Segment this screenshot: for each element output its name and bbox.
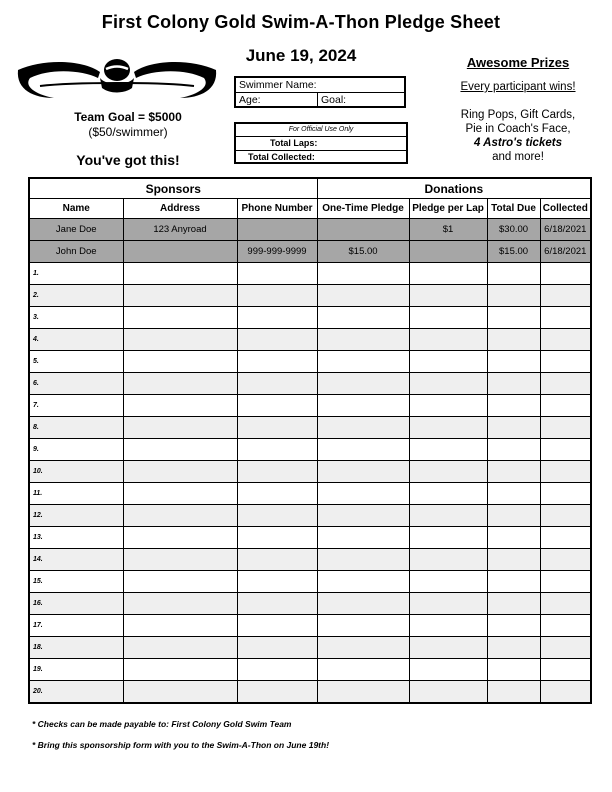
- sponsor-entry-cell[interactable]: [317, 593, 409, 615]
- sponsor-name-cell[interactable]: [29, 483, 123, 505]
- row-number: 14.: [33, 556, 43, 563]
- sponsor-entry-cell[interactable]: [237, 263, 317, 285]
- goal-label: Goal:: [321, 94, 347, 106]
- sponsor-name-cell[interactable]: [29, 549, 123, 571]
- sponsor-entry-cell[interactable]: [237, 681, 317, 704]
- sponsor-row: [29, 637, 591, 659]
- goal-field[interactable]: [318, 93, 346, 107]
- example-cell: 6/18/2021: [540, 241, 591, 263]
- sponsor-row: [29, 351, 591, 373]
- sponsor-row: [29, 483, 591, 505]
- sponsor-entry-cell[interactable]: [409, 681, 487, 704]
- total-laps-field[interactable]: [236, 137, 406, 151]
- sponsor-row: [29, 549, 591, 571]
- sponsor-entry-cell[interactable]: [317, 263, 409, 285]
- sponsor-entry-cell[interactable]: [540, 505, 591, 527]
- sponsor-entry-cell[interactable]: [123, 461, 237, 483]
- sponsor-entry-cell[interactable]: [317, 285, 409, 307]
- sponsor-entry-cell[interactable]: [487, 505, 540, 527]
- sponsor-entry-cell[interactable]: [237, 307, 317, 329]
- sponsor-name-cell[interactable]: [29, 637, 123, 659]
- row-number: 7.: [33, 402, 39, 409]
- sponsor-entry-cell[interactable]: [487, 285, 540, 307]
- sponsor-entry-cell[interactable]: [409, 417, 487, 439]
- sponsor-entry-cell[interactable]: [317, 483, 409, 505]
- sponsor-row: [29, 329, 591, 351]
- example-cell: [317, 219, 409, 241]
- page-title: First Colony Gold Swim-A-Thon Pledge Sheet: [101, 12, 501, 32]
- footer-note-checks: * Checks can be made payable to: First Colony Gold Swim Team: [32, 719, 292, 729]
- sponsor-entry-cell[interactable]: [487, 549, 540, 571]
- sponsor-entry-cell[interactable]: [540, 549, 591, 571]
- sponsor-entry-cell[interactable]: [487, 417, 540, 439]
- sponsor-name-cell[interactable]: [29, 505, 123, 527]
- sponsor-entry-cell[interactable]: [409, 461, 487, 483]
- row-number: 5.: [33, 358, 39, 365]
- sponsor-row: [29, 307, 591, 329]
- sponsor-name-cell[interactable]: [29, 461, 123, 483]
- official-caption: For Official Use Only: [236, 124, 406, 137]
- sponsor-name-cell[interactable]: [29, 681, 123, 704]
- sponsor-row: [29, 373, 591, 395]
- example-row: [29, 241, 591, 263]
- sponsor-entry-cell[interactable]: [123, 527, 237, 549]
- row-number: 6.: [33, 380, 39, 387]
- example-cell: 123 Anyroad: [123, 219, 237, 241]
- sponsor-entry-cell[interactable]: [317, 307, 409, 329]
- col-header-collected: Collected: [540, 199, 591, 219]
- sponsor-entry-cell[interactable]: [237, 373, 317, 395]
- col-header-phone: Phone Number: [237, 199, 317, 219]
- sponsor-entry-cell[interactable]: [540, 395, 591, 417]
- sponsor-entry-cell[interactable]: [123, 329, 237, 351]
- sponsor-entry-cell[interactable]: [237, 571, 317, 593]
- sponsor-name-cell[interactable]: [29, 329, 123, 351]
- swimmer-name-label: Swimmer Name:: [239, 79, 317, 91]
- sponsor-entry-cell[interactable]: [123, 351, 237, 373]
- sponsor-entry-cell[interactable]: [237, 505, 317, 527]
- sponsor-entry-cell[interactable]: [237, 593, 317, 615]
- sponsor-entry-cell[interactable]: [123, 285, 237, 307]
- col-header-total-due: Total Due: [487, 199, 540, 219]
- sponsor-name-cell[interactable]: [29, 571, 123, 593]
- sponsor-entry-cell[interactable]: [237, 549, 317, 571]
- prizes-section: [448, 56, 588, 164]
- sponsor-entry-cell[interactable]: [237, 637, 317, 659]
- sponsor-entry-cell[interactable]: [487, 659, 540, 681]
- row-number: 17.: [33, 622, 43, 629]
- sponsor-entry-cell[interactable]: [317, 549, 409, 571]
- sponsor-entry-cell[interactable]: [123, 505, 237, 527]
- row-number: 19.: [33, 666, 43, 673]
- total-laps-label: Total Laps:: [270, 138, 318, 148]
- sponsor-entry-cell[interactable]: [317, 637, 409, 659]
- swimmer-butterfly-icon: [14, 56, 220, 100]
- sponsor-entry-cell[interactable]: [123, 593, 237, 615]
- sponsor-entry-cell[interactable]: [123, 681, 237, 704]
- sponsor-entry-cell[interactable]: [540, 351, 591, 373]
- sponsor-entry-cell[interactable]: [409, 285, 487, 307]
- sponsor-entry-cell[interactable]: [409, 263, 487, 285]
- sponsor-entry-cell[interactable]: [237, 527, 317, 549]
- swimmer-name-field[interactable]: [236, 78, 404, 93]
- sponsor-row: [29, 681, 591, 704]
- team-goal-amount: Team Goal = $5000: [74, 110, 182, 124]
- sponsor-name-cell[interactable]: [29, 263, 123, 285]
- sponsor-name-cell[interactable]: [29, 285, 123, 307]
- sponsor-row: [29, 659, 591, 681]
- sponsor-entry-cell[interactable]: [123, 659, 237, 681]
- row-number: 4.: [33, 336, 39, 343]
- sponsor-entry-cell[interactable]: [540, 637, 591, 659]
- sponsor-entry-cell[interactable]: [237, 483, 317, 505]
- sponsor-entry-cell[interactable]: [317, 439, 409, 461]
- sponsor-entry-cell[interactable]: [123, 637, 237, 659]
- sponsor-entry-cell[interactable]: [123, 615, 237, 637]
- sponsor-row: [29, 439, 591, 461]
- sponsor-entry-cell[interactable]: [487, 681, 540, 704]
- sponsor-entry-cell[interactable]: [237, 329, 317, 351]
- footer-note-bring-form: * Bring this sponsorship form with you to the Swim-A-Thon on June 19th!: [32, 740, 330, 750]
- sponsor-row: [29, 615, 591, 637]
- sponsor-entry-cell[interactable]: [540, 659, 591, 681]
- sponsors-group-header: Sponsors: [29, 178, 317, 199]
- sponsor-entry-cell[interactable]: [317, 373, 409, 395]
- prizes-line-4: and more!: [492, 151, 544, 163]
- row-number: 8.: [33, 424, 39, 431]
- example-cell: John Doe: [29, 241, 123, 263]
- age-label: Age:: [239, 94, 261, 106]
- sponsor-name-cell[interactable]: [29, 373, 123, 395]
- sponsor-entry-cell[interactable]: [540, 307, 591, 329]
- row-number: 20.: [33, 688, 43, 695]
- sponsor-entry-cell[interactable]: [487, 439, 540, 461]
- sponsor-entry-cell[interactable]: [123, 417, 237, 439]
- prizes-every-participant: Every participant wins!: [460, 81, 576, 93]
- sponsor-entry-cell[interactable]: [487, 483, 540, 505]
- sponsor-entry-cell[interactable]: [487, 615, 540, 637]
- sponsor-name-cell[interactable]: [29, 417, 123, 439]
- sponsor-name-cell[interactable]: [29, 527, 123, 549]
- row-number: 3.: [33, 314, 39, 321]
- sponsor-entry-cell[interactable]: [123, 263, 237, 285]
- sponsor-entry-cell[interactable]: [409, 637, 487, 659]
- event-date: June 19, 2024: [245, 46, 357, 65]
- age-field[interactable]: [236, 93, 318, 107]
- sponsor-entry-cell[interactable]: [409, 505, 487, 527]
- sponsor-row: [29, 461, 591, 483]
- row-number: 12.: [33, 512, 43, 519]
- sponsor-entry-cell[interactable]: [237, 461, 317, 483]
- sponsor-entry-cell[interactable]: [317, 615, 409, 637]
- sponsor-entry-cell[interactable]: [409, 659, 487, 681]
- sponsor-entry-cell[interactable]: [237, 439, 317, 461]
- sponsor-entry-cell[interactable]: [409, 373, 487, 395]
- sponsor-entry-cell[interactable]: [409, 593, 487, 615]
- sponsor-entry-cell[interactable]: [123, 571, 237, 593]
- sponsor-entry-cell[interactable]: [409, 483, 487, 505]
- sponsor-entry-cell[interactable]: [409, 307, 487, 329]
- row-number: 10.: [33, 468, 43, 475]
- sponsor-entry-cell[interactable]: [540, 263, 591, 285]
- sponsor-entry-cell[interactable]: [123, 549, 237, 571]
- sponsor-name-cell[interactable]: [29, 659, 123, 681]
- sponsor-entry-cell[interactable]: [237, 351, 317, 373]
- example-cell: Jane Doe: [29, 219, 123, 241]
- pledge-table: [28, 177, 592, 704]
- col-header-name: Name: [29, 199, 123, 219]
- sponsor-entry-cell[interactable]: [409, 351, 487, 373]
- swimmer-info-box: [234, 76, 406, 108]
- sponsor-entry-cell[interactable]: [317, 571, 409, 593]
- sponsor-entry-cell[interactable]: [540, 285, 591, 307]
- sponsor-entry-cell[interactable]: [540, 527, 591, 549]
- example-cell: 999-999-9999: [237, 241, 317, 263]
- sponsor-entry-cell[interactable]: [487, 395, 540, 417]
- sponsor-row: [29, 593, 591, 615]
- example-cell: [409, 241, 487, 263]
- sponsor-entry-cell[interactable]: [123, 307, 237, 329]
- sponsor-entry-cell[interactable]: [317, 681, 409, 704]
- example-row: [29, 219, 591, 241]
- sponsor-entry-cell[interactable]: [540, 439, 591, 461]
- sponsor-row: [29, 505, 591, 527]
- sponsor-entry-cell[interactable]: [237, 615, 317, 637]
- motto: You've got this!: [76, 152, 180, 168]
- col-header-address: Address: [123, 199, 237, 219]
- row-number: 9.: [33, 446, 39, 453]
- example-cell: [237, 219, 317, 241]
- prizes-line-3: 4 Astro's tickets: [474, 137, 562, 149]
- sponsor-entry-cell[interactable]: [409, 395, 487, 417]
- row-number: 18.: [33, 644, 43, 651]
- sponsor-entry-cell[interactable]: [409, 571, 487, 593]
- row-number: 11.: [33, 490, 43, 497]
- example-cell: 6/18/2021: [540, 219, 591, 241]
- col-header-one-time-pledge: One-Time Pledge: [317, 199, 409, 219]
- sponsor-entry-cell[interactable]: [487, 637, 540, 659]
- sponsor-entry-cell[interactable]: [317, 527, 409, 549]
- sponsor-entry-cell[interactable]: [487, 263, 540, 285]
- team-goal-per-swimmer: ($50/swimmer): [88, 125, 168, 139]
- sponsor-entry-cell[interactable]: [487, 351, 540, 373]
- sponsor-entry-cell[interactable]: [123, 373, 237, 395]
- sponsor-row: [29, 395, 591, 417]
- row-number: 16.: [33, 600, 43, 607]
- example-cell: $30.00: [487, 219, 540, 241]
- example-cell: $15.00: [317, 241, 409, 263]
- sponsor-entry-cell[interactable]: [237, 285, 317, 307]
- sponsor-entry-cell[interactable]: [487, 461, 540, 483]
- sponsor-entry-cell[interactable]: [237, 659, 317, 681]
- prizes-heading: Awesome Prizes: [466, 55, 570, 70]
- sponsor-entry-cell[interactable]: [317, 461, 409, 483]
- sponsor-entry-cell[interactable]: [540, 483, 591, 505]
- donations-group-header: Donations: [317, 178, 591, 199]
- sponsor-entry-cell[interactable]: [409, 615, 487, 637]
- official-use-box: [234, 122, 408, 164]
- sponsor-row: [29, 263, 591, 285]
- sponsor-entry-cell[interactable]: [409, 549, 487, 571]
- sponsor-name-cell[interactable]: [29, 351, 123, 373]
- sponsor-name-cell[interactable]: [29, 307, 123, 329]
- sponsor-entry-cell[interactable]: [123, 483, 237, 505]
- sponsor-row: [29, 571, 591, 593]
- sponsor-entry-cell[interactable]: [317, 395, 409, 417]
- sponsor-entry-cell[interactable]: [237, 417, 317, 439]
- sponsor-entry-cell[interactable]: [123, 439, 237, 461]
- sponsor-entry-cell[interactable]: [409, 527, 487, 549]
- col-header-pledge-per-lap: Pledge per Lap: [409, 199, 487, 219]
- sponsor-name-cell[interactable]: [29, 395, 123, 417]
- sponsor-entry-cell[interactable]: [487, 307, 540, 329]
- sponsor-entry-cell[interactable]: [237, 395, 317, 417]
- sponsor-entry-cell[interactable]: [317, 329, 409, 351]
- sponsor-entry-cell[interactable]: [540, 593, 591, 615]
- example-cell: $1: [409, 219, 487, 241]
- sponsor-entry-cell[interactable]: [409, 439, 487, 461]
- sponsor-entry-cell[interactable]: [487, 571, 540, 593]
- prizes-line-1: Ring Pops, Gift Cards,: [460, 109, 576, 121]
- sponsor-entry-cell[interactable]: [540, 615, 591, 637]
- total-collected-field[interactable]: [236, 151, 406, 164]
- total-collected-label: Total Collected:: [248, 152, 315, 162]
- sponsor-entry-cell[interactable]: [317, 505, 409, 527]
- row-number: 2.: [33, 292, 39, 299]
- sponsor-row: [29, 285, 591, 307]
- example-cell: $15.00: [487, 241, 540, 263]
- sponsor-entry-cell[interactable]: [540, 461, 591, 483]
- sponsor-entry-cell[interactable]: [487, 329, 540, 351]
- sponsor-entry-cell[interactable]: [487, 373, 540, 395]
- sponsor-entry-cell[interactable]: [540, 571, 591, 593]
- example-cell: [123, 241, 237, 263]
- sponsor-row: [29, 527, 591, 549]
- sponsor-entry-cell[interactable]: [540, 681, 591, 704]
- sponsor-entry-cell[interactable]: [409, 329, 487, 351]
- sponsor-entry-cell[interactable]: [317, 659, 409, 681]
- prizes-line-2: Pie in Coach's Face,: [465, 123, 571, 135]
- sponsor-entry-cell[interactable]: [123, 395, 237, 417]
- sponsor-entry-cell[interactable]: [540, 373, 591, 395]
- sponsor-entry-cell[interactable]: [487, 527, 540, 549]
- sponsor-row: [29, 417, 591, 439]
- row-number: 1.: [33, 270, 39, 277]
- team-goal: [34, 110, 222, 140]
- sponsor-entry-cell[interactable]: [317, 351, 409, 373]
- row-number: 15.: [33, 578, 43, 585]
- row-number: 13.: [33, 534, 43, 541]
- sponsor-name-cell[interactable]: [29, 593, 123, 615]
- sponsor-name-cell[interactable]: [29, 439, 123, 461]
- sponsor-entry-cell[interactable]: [540, 417, 591, 439]
- sponsor-entry-cell[interactable]: [487, 593, 540, 615]
- sponsor-name-cell[interactable]: [29, 615, 123, 637]
- sponsor-entry-cell[interactable]: [540, 329, 591, 351]
- sponsor-entry-cell[interactable]: [317, 417, 409, 439]
